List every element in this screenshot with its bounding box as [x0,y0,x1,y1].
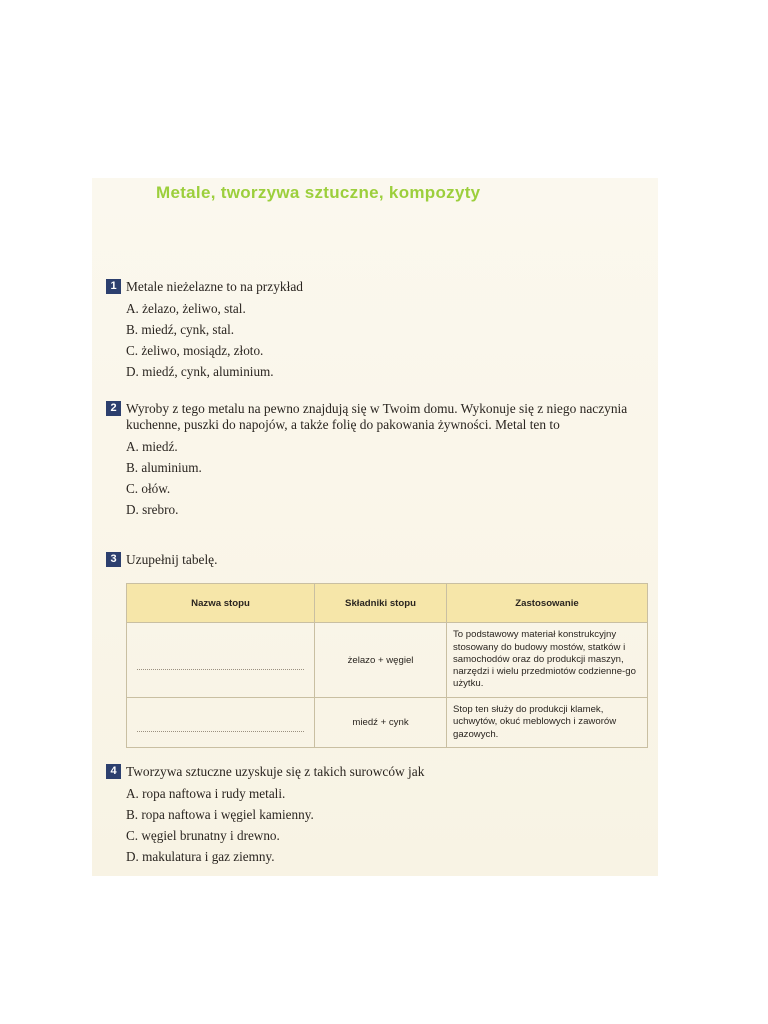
option-a[interactable]: A. żelazo, żeliwo, stal. [126,301,246,316]
task-3-question [106,552,646,567]
task-3 [106,552,646,567]
option-c[interactable]: C. żeliwo, mosiądz, złoto. [126,343,264,358]
answer-blank[interactable] [137,731,304,732]
option-a[interactable]: A. miedź. [126,439,178,454]
header-alloy-name: Nazwa stopu [127,584,315,623]
task-2 [106,401,646,520]
header-alloy-components: Składniki stopu [315,584,447,623]
answer-options [106,298,646,382]
table-row [127,698,648,748]
alloy-table [126,583,648,748]
option-d[interactable]: D. miedź, cynk, aluminium. [126,364,274,379]
task-1-question [106,279,646,294]
alloy-use-cell: To podstawowy materiał konstrukcyjny stosowany do budowy mostów, statków i samochodów oraz do produkcji maszyn, narzędzi i wielu przedmiotów codzienne-go użytku. [447,623,648,698]
option-c[interactable]: C. węgiel brunatny i drewno. [126,828,280,843]
option-d[interactable]: D. srebro. [126,502,179,517]
task-number-badge: 4 [106,764,121,779]
task-4 [106,764,646,867]
alloy-use-cell: Stop ten służy do produkcji klamek, uchwytów, okuć meblowych i zaworów gazowych. [447,698,648,748]
task-number-badge: 2 [106,401,121,416]
alloy-components-cell: żelazo + węgiel [315,623,447,698]
alloy-components-cell: miedź + cynk [315,698,447,748]
question-text: Metale nieżelazne to na przykład [126,279,303,294]
option-b[interactable]: B. aluminium. [126,460,202,475]
alloy-name-cell[interactable] [127,698,315,748]
option-b[interactable]: B. ropa naftowa i węgiel kamienny. [126,807,314,822]
page-title: Metale, tworzywa sztuczne, kompozyty [156,183,481,202]
answer-options [106,436,646,520]
table-row [127,623,648,698]
task-number-badge: 1 [106,279,121,294]
option-b[interactable]: B. miedź, cynk, stal. [126,322,235,337]
question-text: Wyroby z tego metalu na pewno znajdują się w Twoim domu. Wykonuje się z niego naczynia kuchenne, puszki do napojów, a także folię do pakowania żywności. Metal ten to [126,401,628,432]
header-alloy-use: Zastosowanie [447,584,648,623]
alloy-name-cell[interactable] [127,623,315,698]
option-c[interactable]: C. ołów. [126,481,171,496]
question-text: Uzupełnij tabelę. [126,552,218,567]
table-header-row [127,584,648,623]
task-number-badge: 3 [106,552,121,567]
answer-options [106,783,646,867]
task-1 [106,279,646,382]
task-4-question [106,764,646,779]
answer-blank[interactable] [137,669,304,670]
option-a[interactable]: A. ropa naftowa i rudy metali. [126,786,286,801]
question-text: Tworzywa sztuczne uzyskuje się z takich surowców jak [126,764,425,779]
option-d[interactable]: D. makulatura i gaz ziemny. [126,849,275,864]
task-2-question [106,401,646,432]
